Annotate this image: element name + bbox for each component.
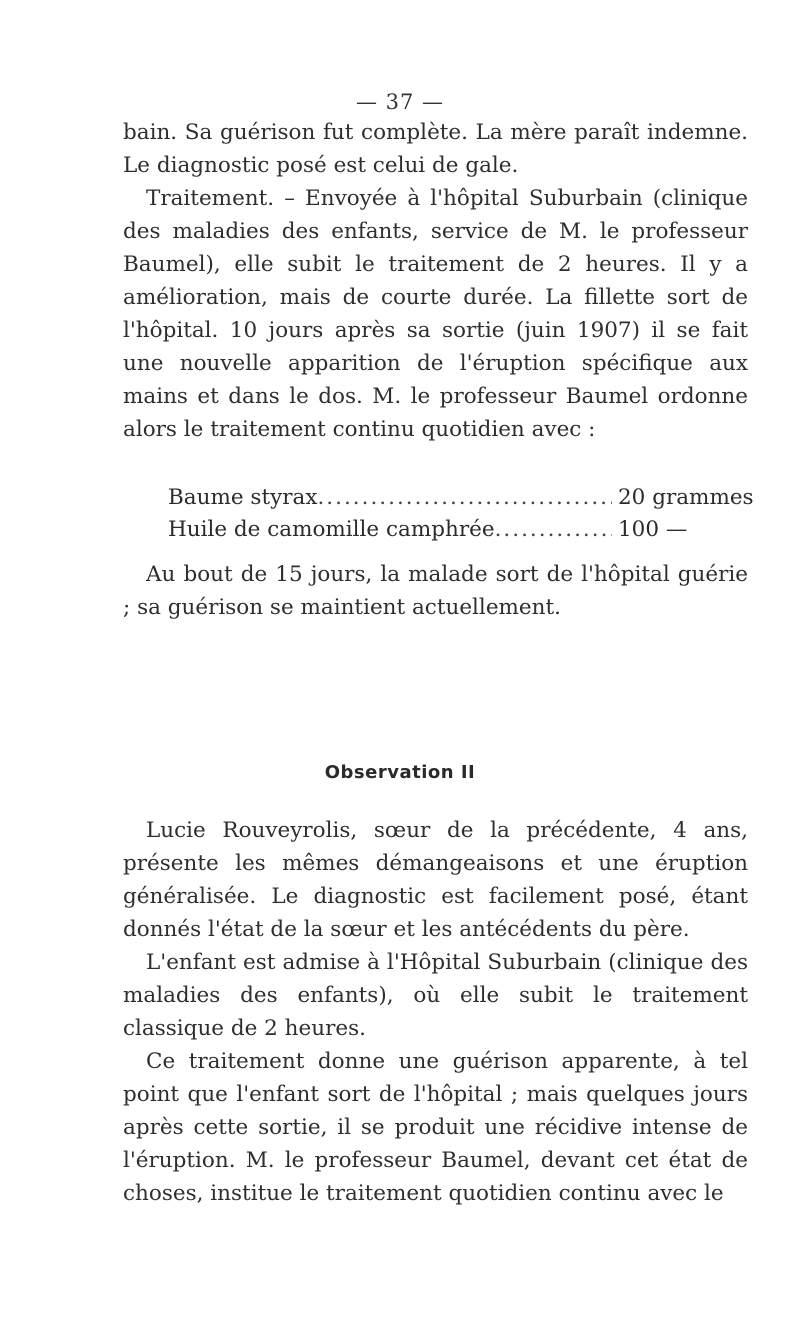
section-heading: Observation II	[324, 762, 476, 783]
prescription-list	[168, 482, 754, 546]
bottom-text-block	[123, 814, 748, 1210]
middle-text-block	[123, 558, 748, 624]
top-text-block	[123, 116, 748, 446]
paragraph-admission: L'enfant est admise à l'Hôpital Suburbain (clinique des maladies des enfants), où elle subit le traitement classique de 2 heures.	[123, 950, 748, 1041]
prescription-item	[168, 514, 748, 546]
page-number: — 37 —	[355, 90, 445, 114]
prescription-item-name: Baume styrax	[168, 485, 318, 510]
dot-leader	[317, 482, 612, 514]
paragraph-relapse: Ce traitement donne une guérison apparente, à tel point que l'enfant sort de l'hôpital ; mais quelques jours après cette sortie, il se produit une récidive intense de l'éruption. M. le professeur Baumel, devant cet état de choses, institue le traitement quotidien continu avec le	[123, 1049, 748, 1206]
paragraph-treatment: Traitement. – Envoyée à l'hôpital Suburbain (clinique des maladies des enfants, service de M. le professeur Baumel), elle subit le traitement de 2 heures. Il y a amélioration, mais de courte durée. La fillette sort de l'hôpital. 10 jours après sa sortie (juin 1907) il se fait une nouvelle apparition de l'éruption spécifique aux mains et dans le dos. M. le professeur Baumel ordonne alors le traitement continu quotidien avec :	[123, 186, 748, 442]
prescription-item-quantity: 100 —	[618, 517, 688, 542]
dot-leader	[495, 514, 612, 546]
paragraph-diagnosis: bain. Sa guérison fut complète. La mère paraît indemne. Le diagnostic posé est celui de gale.	[123, 120, 748, 178]
prescription-item	[168, 482, 754, 514]
paragraph-outcome: Au bout de 15 jours, la malade sort de l'hôpital guérie ; sa guérison se maintient actuellement.	[123, 562, 748, 620]
prescription-item-quantity: 20 grammes	[618, 485, 754, 510]
paragraph-patient-presentation: Lucie Rouveyrolis, sœur de la précédente, 4 ans, présente les mêmes démangeaisons et une éruption généralisée. Le diagnostic est facilement posé, étant donnés l'état de la sœur et les antécédents du père.	[123, 818, 748, 942]
prescription-item-name: Huile de camomille camphrée	[168, 517, 495, 542]
